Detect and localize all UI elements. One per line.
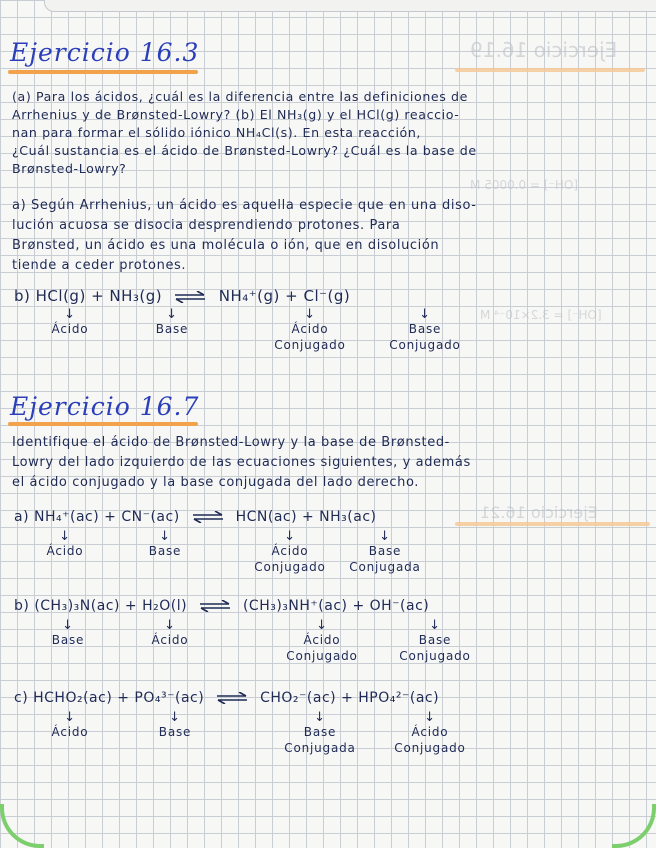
species-tag: ↓ Ácido Conjugado: [375, 711, 485, 756]
down-arrow-icon: ↓: [64, 307, 76, 322]
down-arrow-icon: ↓: [62, 618, 74, 633]
title-underline: [8, 422, 198, 426]
species-tag: ↓ Ácido Conjugado: [267, 619, 377, 664]
equation-reactants: (CH₃)₃N(ac) + H₂O(l): [34, 598, 188, 614]
equation-reactants: HCl(g) + NH₃(g): [35, 287, 163, 305]
answer-line: lución acuosa se disocia desprendiendo protones. Para: [12, 218, 401, 233]
equation-label: b): [14, 287, 31, 305]
equation-label: b): [14, 598, 30, 614]
question-line: Arrhenius y de Brønsted-Lowry? (b) El NH₃(g) y el HCl(g) reaccio-: [12, 107, 460, 122]
down-arrow-icon: ↓: [159, 529, 171, 544]
bleed-text: [OH⁻] = 3.2×10⁻⁴ M: [480, 308, 602, 322]
answer-line: tiende a ceder protones.: [12, 258, 187, 273]
equation-a: [14, 509, 377, 525]
species-tag: ↓ Ácido Conjugado: [255, 308, 365, 353]
species-tag: ↓ Ácido: [15, 711, 125, 740]
species-tag: ↓ Ácido: [115, 619, 225, 648]
species-tag: ↓ Base Conjugada: [330, 530, 440, 575]
equilibrium-arrow-icon: [173, 291, 207, 303]
species-tag: ↓ Ácido Conjugado: [235, 530, 345, 575]
down-arrow-icon: ↓: [379, 529, 391, 544]
question-line: (a) Para los ácidos, ¿cuál es la diferencia entre las definiciones de: [12, 89, 468, 104]
bleed-text: [OH⁻] = 0.0005 M: [470, 178, 579, 192]
species-tag: ↓ Ácido: [15, 308, 125, 337]
down-arrow-icon: ↓: [419, 307, 431, 322]
equation-products: NH₄⁺(g) + Cl⁻(g): [218, 287, 351, 305]
question-line: ¿Cuál sustancia es el ácido de Brønsted-Lowry? ¿Cuál es la base de: [12, 143, 477, 158]
equation-products: CHO₂⁻(ac) + HPO₄²⁻(ac): [260, 690, 440, 706]
bleed-text: Ejercicio 16.19: [470, 38, 618, 62]
down-arrow-icon: ↓: [284, 529, 296, 544]
page-border-decoration: [0, 804, 44, 848]
species-tag: ↓ Base: [110, 530, 220, 559]
species-tag: ↓ Base Conjugado: [370, 308, 480, 353]
equation-c: [14, 690, 439, 706]
down-arrow-icon: ↓: [314, 710, 326, 725]
equation-reactants: NH₄⁺(ac) + CN⁻(ac): [34, 509, 180, 525]
question-line: el ácido conjugado y la base conjugada del lado derecho.: [12, 475, 420, 490]
page-edge: [44, 0, 656, 12]
answer-line: Brønsted, un ácido es una molécula o ión, que en disolución: [12, 238, 440, 253]
question-line: Brønsted-Lowry?: [12, 161, 127, 176]
equation-b: [14, 598, 429, 614]
equation-products: (CH₃)₃NH⁺(ac) + OH⁻(ac): [242, 598, 430, 614]
down-arrow-icon: ↓: [59, 529, 71, 544]
equation-b: [14, 287, 350, 305]
exercise-title: Ejercicio 16.7: [10, 392, 200, 421]
equation-label: a): [14, 509, 30, 525]
equilibrium-arrow-icon: [198, 600, 232, 612]
species-tag: ↓ Base Conjugado: [380, 619, 490, 664]
species-tag: ↓ Ácido: [10, 530, 120, 559]
bleed-underline: [455, 522, 650, 526]
equation-products: HCN(ac) + NH₃(ac): [235, 509, 377, 525]
bleed-text: Ejercicio 16.21: [480, 503, 598, 522]
down-arrow-icon: ↓: [169, 710, 181, 725]
title-underline: [8, 70, 198, 74]
page-border-decoration: [612, 804, 656, 848]
down-arrow-icon: ↓: [316, 618, 328, 633]
down-arrow-icon: ↓: [166, 307, 178, 322]
down-arrow-icon: ↓: [429, 618, 441, 633]
down-arrow-icon: ↓: [424, 710, 436, 725]
bleed-underline: [455, 68, 645, 72]
question-line: nan para formar el sólido iónico NH₄Cl(s). En esta reacción,: [12, 125, 422, 140]
down-arrow-icon: ↓: [304, 307, 316, 322]
species-tag: ↓ Base: [117, 308, 227, 337]
question-line: Identifique el ácido de Brønsted-Lowry y la base de Brønsted-: [12, 435, 450, 450]
answer-line: a) Según Arrhenius, un ácido es aquella especie que en una diso-: [12, 198, 477, 213]
species-tag: ↓ Base: [120, 711, 230, 740]
down-arrow-icon: ↓: [164, 618, 176, 633]
question-line: Lowry del lado izquierdo de las ecuaciones siguientes, y además: [12, 455, 471, 470]
species-tag: ↓ Base: [13, 619, 123, 648]
equilibrium-arrow-icon: [215, 692, 249, 704]
equation-reactants: HCHO₂(ac) + PO₄³⁻(ac): [33, 690, 205, 706]
down-arrow-icon: ↓: [64, 710, 76, 725]
equilibrium-arrow-icon: [191, 511, 225, 523]
exercise-title: Ejercicio 16.3: [10, 38, 200, 67]
equation-label: c): [14, 690, 29, 706]
species-tag: ↓ Base Conjugada: [265, 711, 375, 756]
